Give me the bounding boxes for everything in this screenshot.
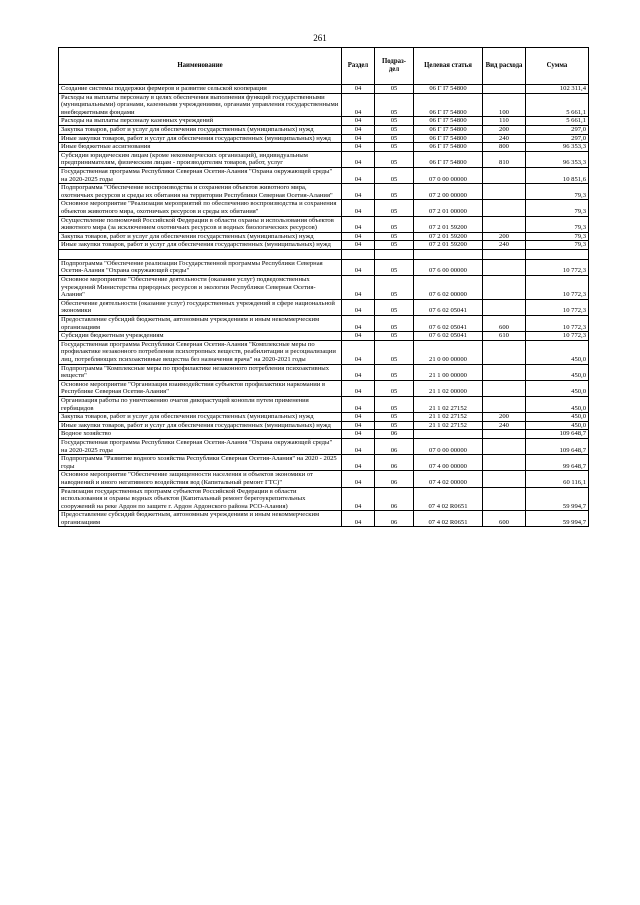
cell-subsection: 05: [375, 232, 414, 241]
cell-sum: 5 661,1: [526, 117, 589, 126]
cell-name: Организация работы по уничтожению очагов дикорастущей конопли путем применения гербицидов: [59, 396, 342, 412]
cell-sum: 450,0: [526, 364, 589, 380]
cell-expense-type: [483, 184, 526, 200]
cell-section: 04: [342, 125, 375, 134]
cell-subsection: 05: [375, 134, 414, 143]
cell-sum: 10 772,3: [526, 316, 589, 332]
cell-expense-type: [483, 200, 526, 216]
cell-target: 07 0 00 00000: [414, 438, 483, 454]
cell-subsection: 05: [375, 380, 414, 396]
cell-section: 04: [342, 241, 375, 250]
cell-section: 04: [342, 364, 375, 380]
cell-section: 04: [342, 117, 375, 126]
cell-expense-type: [483, 455, 526, 471]
spacer-cell: [483, 249, 526, 259]
cell-section: 04: [342, 259, 375, 275]
cell-subsection: 05: [375, 413, 414, 422]
cell-target: [414, 430, 483, 439]
cell-expense-type: 600: [483, 316, 526, 332]
cell-expense-type: 600: [483, 511, 526, 527]
cell-name: Подпрограмма "Обеспечение воспроизводства и сохранения объектов животного мира, охотничьих ресурсов и среды их обитания на территории Республики Северная Осетия-Алания": [59, 184, 342, 200]
cell-target: 07 4 02 R0651: [414, 487, 483, 511]
cell-expense-type: 240: [483, 134, 526, 143]
column-header-target: Целевая статья: [414, 48, 483, 85]
cell-section: 04: [342, 396, 375, 412]
table-row: [59, 421, 589, 430]
cell-expense-type: [483, 216, 526, 232]
cell-sum: 79,3: [526, 216, 589, 232]
cell-sum: 297,0: [526, 134, 589, 143]
cell-target: 07 2 01 59200: [414, 216, 483, 232]
cell-name: Реализация государственных программ субъектов Российской Федерации в области использования и охраны водных объектов (Капитальный ремонт берегоукрепительных сооружений на реке Ардон по защите г. Ардон Ардонского района РСО-Алания): [59, 487, 342, 511]
table-row: [59, 380, 589, 396]
cell-expense-type: [483, 487, 526, 511]
table-row: [59, 299, 589, 315]
cell-expense-type: [483, 438, 526, 454]
spacer-cell: [414, 249, 483, 259]
column-header-subsection: Подраз- дел: [375, 48, 414, 85]
table-row: [59, 259, 589, 275]
table-row: [59, 396, 589, 412]
cell-target: 07 2 00 00000: [414, 184, 483, 200]
cell-sum: 59 994,7: [526, 487, 589, 511]
cell-expense-type: [483, 85, 526, 94]
cell-expense-type: 810: [483, 151, 526, 167]
cell-target: 07 4 02 00000: [414, 471, 483, 487]
cell-subsection: 05: [375, 299, 414, 315]
cell-section: 04: [342, 200, 375, 216]
column-header-name: Наименование: [59, 48, 342, 85]
cell-name: Государственная программа Республики Северная Осетия-Алания "Охрана окружающей среды" на 2020-2025 годы: [59, 167, 342, 183]
cell-target: 06 Г I7 54800: [414, 143, 483, 152]
cell-subsection: 05: [375, 276, 414, 300]
cell-target: 07 6 02 05041: [414, 299, 483, 315]
cell-sum: 10 851,6: [526, 167, 589, 183]
cell-section: 04: [342, 143, 375, 152]
cell-name: Государственная программа Республики Северная Осетия-Алания "Охрана окружающей среды" на 2020-2025 годы: [59, 438, 342, 454]
cell-sum: 102 311,4: [526, 85, 589, 94]
table-row: [59, 167, 589, 183]
cell-sum: 10 772,3: [526, 276, 589, 300]
cell-target: 06 Г I7 54800: [414, 117, 483, 126]
column-header-sum: Сумма: [526, 48, 589, 85]
cell-section: 04: [342, 216, 375, 232]
cell-expense-type: 200: [483, 232, 526, 241]
cell-target: 21 1 02 27152: [414, 413, 483, 422]
cell-subsection: 05: [375, 241, 414, 250]
cell-section: 04: [342, 332, 375, 341]
cell-expense-type: [483, 167, 526, 183]
cell-section: 04: [342, 93, 375, 117]
page-number: 261: [313, 33, 327, 43]
cell-name: Закупка товаров, работ и услуг для обеспечения государственных (муниципальных) нужд: [59, 232, 342, 241]
table-row: [59, 200, 589, 216]
cell-subsection: 05: [375, 184, 414, 200]
cell-expense-type: [483, 380, 526, 396]
cell-name: Иные закупки товаров, работ и услуг для обеспечения государственных (муниципальных) нужд: [59, 241, 342, 250]
cell-section: 04: [342, 455, 375, 471]
table-row: [59, 241, 589, 250]
cell-subsection: 05: [375, 200, 414, 216]
cell-subsection: 05: [375, 117, 414, 126]
cell-section: 04: [342, 316, 375, 332]
cell-sum: 450,0: [526, 421, 589, 430]
cell-name: Подпрограмма "Обеспечение реализации Государственной программы Республики Северная Осетия-Алания "Охрана окружающей среды": [59, 259, 342, 275]
cell-expense-type: [483, 259, 526, 275]
cell-name: Обеспечение деятельности (оказание услуг) государственных учреждений в сфере национальной экономики: [59, 299, 342, 315]
cell-name: Основное мероприятие "Реализация мероприятий по обеспечению воспроизводства и сохранения объектов животного мира, охотничьих ресурсов и среды их обитания": [59, 200, 342, 216]
cell-subsection: 05: [375, 259, 414, 275]
cell-section: 04: [342, 184, 375, 200]
table-row: [59, 340, 589, 364]
table-row: [59, 143, 589, 152]
cell-sum: 60 116,1: [526, 471, 589, 487]
cell-target: 07 4 02 R0651: [414, 511, 483, 527]
cell-name: Государственная программа Республики Северная Осетия-Алания "Комплексные меры по профилактике незаконного потребления психотропных веществ, реабилитации и ресоциализации лиц, потребляющих психоактивные вещества без назначения врача" на 2020-2021 годы: [59, 340, 342, 364]
table-row: [59, 93, 589, 117]
cell-section: 04: [342, 511, 375, 527]
cell-name: Предоставление субсидий бюджетным, автономным учреждениям и иным некоммерческим организациям: [59, 511, 342, 527]
cell-expense-type: [483, 396, 526, 412]
cell-name: Субсидии бюджетным учреждениям: [59, 332, 342, 341]
table-row: [59, 276, 589, 300]
cell-subsection: 05: [375, 93, 414, 117]
cell-target: 06 Г I7 54800: [414, 134, 483, 143]
cell-section: 04: [342, 421, 375, 430]
cell-name: Предоставление субсидий бюджетным, автономным учреждениям и иным некоммерческим организациям: [59, 316, 342, 332]
cell-name: Основное мероприятие "Обеспечение защищенности населения и объектов экономики от наводнений и иного негативного воздействия вод (Капитальный ремонт ГТС)": [59, 471, 342, 487]
cell-name: Закупка товаров, работ и услуг для обеспечения государственных (муниципальных) нужд: [59, 413, 342, 422]
cell-expense-type: [483, 471, 526, 487]
cell-sum: 10 772,3: [526, 332, 589, 341]
cell-section: 04: [342, 232, 375, 241]
cell-name: Создание системы поддержки фермеров и развитие сельской кооперации: [59, 85, 342, 94]
cell-sum: 79,3: [526, 184, 589, 200]
cell-sum: 96 353,3: [526, 143, 589, 152]
cell-sum: 109 648,7: [526, 438, 589, 454]
cell-expense-type: 100: [483, 93, 526, 117]
cell-section: 04: [342, 471, 375, 487]
cell-expense-type: [483, 364, 526, 380]
cell-section: 04: [342, 167, 375, 183]
cell-subsection: 05: [375, 125, 414, 134]
cell-name: Закупка товаров, работ и услуг для обеспечения государственных (муниципальных) нужд: [59, 125, 342, 134]
cell-sum: 79,3: [526, 200, 589, 216]
table-row: [59, 85, 589, 94]
cell-section: 04: [342, 487, 375, 511]
cell-name: Иные закупки товаров, работ и услуг для обеспечения государственных (муниципальных) нужд: [59, 134, 342, 143]
cell-subsection: 05: [375, 167, 414, 183]
cell-target: 21 1 02 27152: [414, 396, 483, 412]
table-row: [59, 216, 589, 232]
cell-expense-type: 110: [483, 117, 526, 126]
cell-target: 07 0 00 00000: [414, 167, 483, 183]
cell-name: Основное мероприятие "Обеспечение деятельности (оказание услуг) подведомственных учреждений Министерства природных ресурсов и экологии Республики Северная Осетия-Алания": [59, 276, 342, 300]
cell-expense-type: [483, 340, 526, 364]
table-row: [59, 117, 589, 126]
cell-subsection: 05: [375, 316, 414, 332]
cell-expense-type: 800: [483, 143, 526, 152]
cell-target: 07 2 01 59200: [414, 232, 483, 241]
cell-sum: 5 661,1: [526, 93, 589, 117]
cell-target: 07 4 00 00000: [414, 455, 483, 471]
spacer-cell: [375, 249, 414, 259]
cell-name: Основное мероприятие "Организация взаимодействия субъектов профилактики наркомании в Республике Северная Осетия-Алания": [59, 380, 342, 396]
cell-name: Расходы на выплаты персоналу казенных учреждений: [59, 117, 342, 126]
spacer-cell: [59, 249, 342, 259]
cell-name: Подпрограмма "Комплексные меры по профилактике незаконного потребления психоактивных веществ": [59, 364, 342, 380]
cell-target: 21 0 00 00000: [414, 340, 483, 364]
cell-subsection: 05: [375, 421, 414, 430]
cell-sum: 450,0: [526, 396, 589, 412]
cell-target: 06 Г I7 54800: [414, 85, 483, 94]
cell-sum: 59 994,7: [526, 511, 589, 527]
cell-target: 07 6 02 00000: [414, 276, 483, 300]
cell-sum: 99 648,7: [526, 455, 589, 471]
cell-section: 04: [342, 151, 375, 167]
cell-target: 07 6 02 05041: [414, 316, 483, 332]
table-row: [59, 316, 589, 332]
cell-subsection: 05: [375, 216, 414, 232]
table-row: [59, 125, 589, 134]
cell-subsection: 05: [375, 85, 414, 94]
cell-expense-type: 200: [483, 125, 526, 134]
cell-section: 04: [342, 299, 375, 315]
table-row: [59, 232, 589, 241]
cell-name: Иные закупки товаров, работ и услуг для обеспечения государственных (муниципальных) нужд: [59, 421, 342, 430]
spacer-cell: [526, 249, 589, 259]
cell-target: 06 Г I7 54800: [414, 125, 483, 134]
cell-name: Субсидии юридическим лицам (кроме некоммерческих организаций), индивидуальным предпринимателям, физическим лицам - производителям товаров, работ, услуг: [59, 151, 342, 167]
cell-expense-type: 200: [483, 413, 526, 422]
cell-subsection: 05: [375, 332, 414, 341]
cell-section: 04: [342, 276, 375, 300]
cell-expense-type: 240: [483, 241, 526, 250]
cell-name: Осуществление полномочий Российской Федерации в области охраны и использования объектов животного мира (за исключением охотничьих ресурсов и водных биологических ресурсов): [59, 216, 342, 232]
cell-expense-type: 610: [483, 332, 526, 341]
cell-subsection: 06: [375, 511, 414, 527]
cell-sum: 297,0: [526, 125, 589, 134]
table-row: [59, 430, 589, 439]
cell-sum: 450,0: [526, 380, 589, 396]
cell-name: Водное хозяйство: [59, 430, 342, 439]
cell-section: 04: [342, 340, 375, 364]
table-row: [59, 184, 589, 200]
cell-name: Иные бюджетные ассигнования: [59, 143, 342, 152]
cell-section: 04: [342, 413, 375, 422]
cell-section: 04: [342, 380, 375, 396]
table-row: [59, 471, 589, 487]
cell-subsection: 05: [375, 364, 414, 380]
cell-name: Расходы на выплаты персоналу в целях обеспечения выполнения функций государственными (муниципальными) органами, казенными учреждениями, органами управления государственными внебюджетными фондами: [59, 93, 342, 117]
table-header-row: [59, 48, 589, 85]
table-row: [59, 413, 589, 422]
cell-subsection: 06: [375, 455, 414, 471]
column-header-expense-type: Вид расхода: [483, 48, 526, 85]
cell-sum: 79,3: [526, 241, 589, 250]
table-row: [59, 511, 589, 527]
cell-section: 04: [342, 134, 375, 143]
cell-target: 07 6 00 00000: [414, 259, 483, 275]
cell-target: 06 Г I7 54800: [414, 151, 483, 167]
cell-target: 06 Г I7 54800: [414, 93, 483, 117]
cell-expense-type: 240: [483, 421, 526, 430]
cell-sum: 109 648,7: [526, 430, 589, 439]
cell-section: 04: [342, 430, 375, 439]
cell-sum: 10 772,3: [526, 299, 589, 315]
cell-target: 21 1 02 00000: [414, 380, 483, 396]
table-row: [59, 332, 589, 341]
cell-sum: 79,3: [526, 232, 589, 241]
budget-table: [58, 47, 589, 527]
table-row: [59, 364, 589, 380]
cell-subsection: 06: [375, 430, 414, 439]
cell-section: 04: [342, 438, 375, 454]
cell-sum: 450,0: [526, 340, 589, 364]
spacer-cell: [342, 249, 375, 259]
cell-expense-type: [483, 430, 526, 439]
cell-subsection: 05: [375, 151, 414, 167]
cell-sum: 450,0: [526, 413, 589, 422]
cell-subsection: 05: [375, 396, 414, 412]
table-row: [59, 438, 589, 454]
column-header-section: Раздел: [342, 48, 375, 85]
cell-name: Подпрограмма "Развитие водного хозяйства Республики Северная Осетия-Алания" на 2020 - 2025 годы: [59, 455, 342, 471]
cell-section: 04: [342, 85, 375, 94]
cell-expense-type: [483, 299, 526, 315]
table-row: [59, 455, 589, 471]
cell-target: 07 2 01 00000: [414, 200, 483, 216]
table-row: [59, 487, 589, 511]
cell-target: 07 2 01 59200: [414, 241, 483, 250]
cell-target: 07 6 02 05041: [414, 332, 483, 341]
cell-subsection: 06: [375, 438, 414, 454]
cell-expense-type: [483, 276, 526, 300]
table-row: [59, 134, 589, 143]
cell-target: 21 1 02 27152: [414, 421, 483, 430]
cell-sum: 10 772,3: [526, 259, 589, 275]
table-row: [59, 151, 589, 167]
cell-target: 21 1 00 00000: [414, 364, 483, 380]
spacer-row: [59, 249, 589, 259]
cell-sum: 96 353,3: [526, 151, 589, 167]
cell-subsection: 05: [375, 143, 414, 152]
cell-subsection: 06: [375, 471, 414, 487]
cell-subsection: 06: [375, 487, 414, 511]
cell-subsection: 05: [375, 340, 414, 364]
